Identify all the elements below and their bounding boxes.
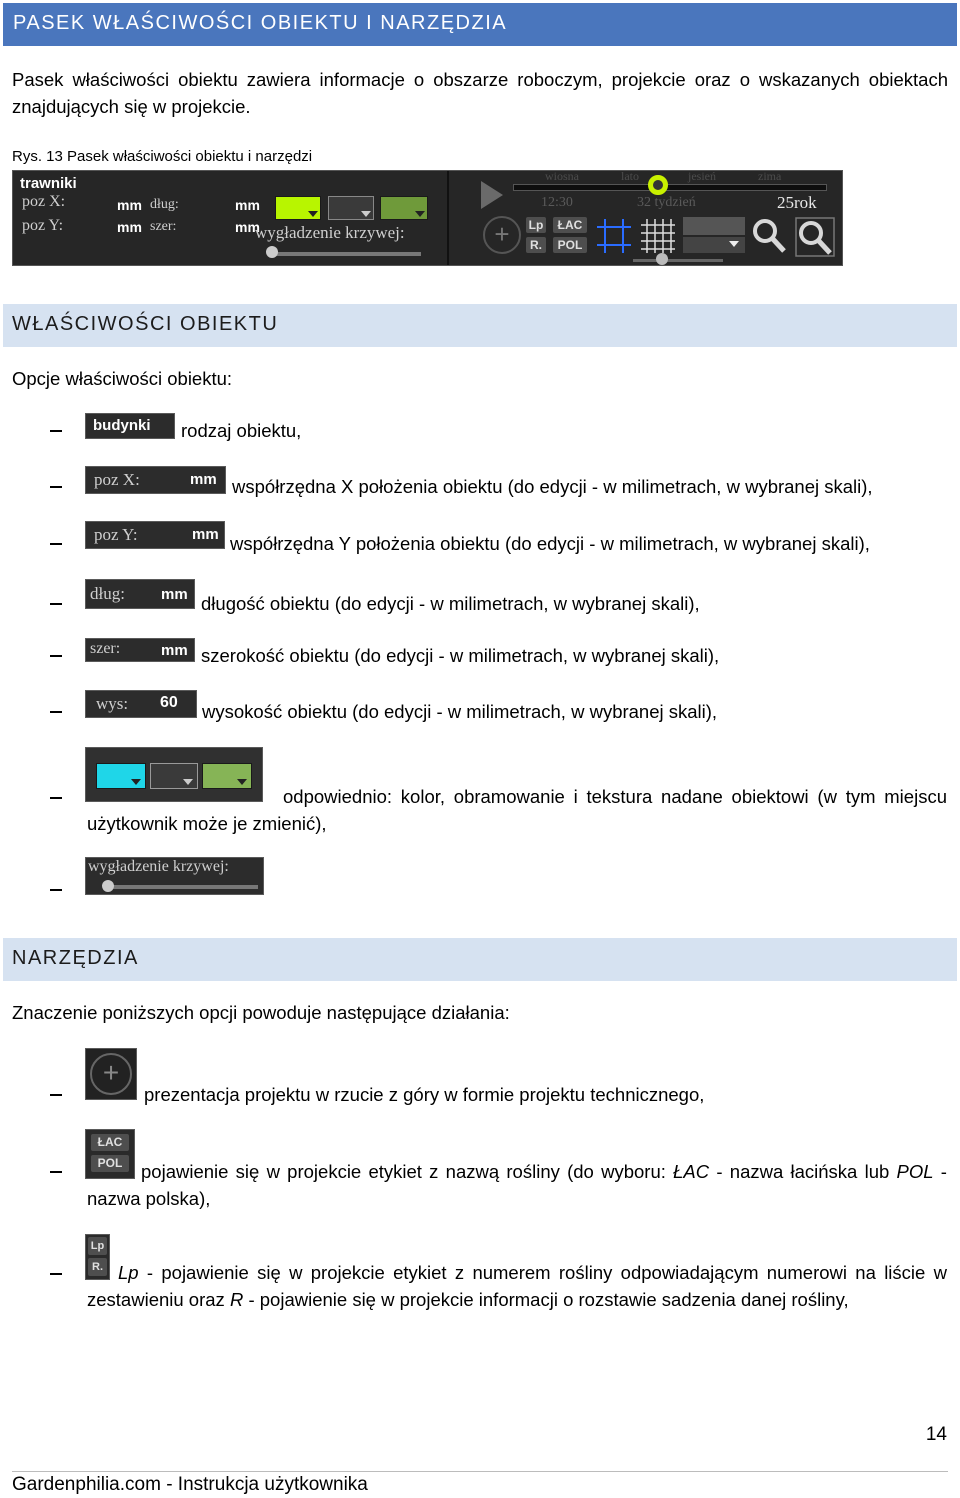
toolbar-smoothing-label: wygładzenie krzywej: (255, 223, 405, 242)
r-button[interactable]: R. (88, 1258, 107, 1276)
list-item: Lp - pojawienie się w projekcie etykiet z numerem rośliny odpowiadającym numerowi na liście w zestawieniu oraz R - pojawienie się w projekcie informacji o rozstawie sadzenia danej rośliny, (87, 1262, 947, 1310)
year-label: 25rok (777, 193, 817, 212)
play-icon[interactable] (481, 181, 503, 209)
height-chip: wys: 60 (85, 690, 197, 718)
list-item: odpowiednio: kolor, obramowanie i tekstura nadane obiektowi (w tym miejscu użytkownik może je zmienić), (87, 786, 947, 834)
scale-dropdown[interactable] (683, 237, 745, 253)
smoothing-slider-handle[interactable] (266, 246, 278, 258)
tools-lead: Znaczenie poniższych opcji powoduje następujące działania: (12, 1002, 510, 1023)
toolbar-unit: mm (235, 197, 260, 213)
scale-field[interactable] (683, 217, 745, 235)
texture-swatch[interactable] (380, 196, 428, 220)
toolbar-pos-x-label: poz X: (22, 193, 66, 210)
snap-grid-icon[interactable] (595, 217, 633, 255)
list-dash (50, 1171, 62, 1173)
page-header (3, 3, 957, 46)
toolbar-unit: mm (117, 219, 142, 235)
pol-button[interactable]: POL (91, 1155, 129, 1172)
season-label: jesień (688, 170, 716, 183)
season-label: zima (758, 170, 782, 183)
toolbar-pos-y-label: poz Y: (22, 217, 64, 234)
section-header-properties (3, 304, 957, 347)
r-button[interactable]: R. (526, 237, 546, 253)
toolbar-divider (447, 171, 449, 266)
list-item: rodzaj obiektu, (181, 420, 302, 441)
pos-x-chip: poz X: mm (85, 466, 226, 494)
list-item: współrzędna Y położenia obiektu (do edycji - w milimetrach, w wybranej skali), (230, 533, 870, 554)
list-dash (50, 711, 62, 713)
smoothing-slider-handle[interactable] (102, 880, 114, 892)
object-type-chip: budynki (85, 413, 175, 439)
zoom-in-icon[interactable] (751, 217, 787, 255)
list-item: wysokość obiektu (do edycji - w milimetrach, w wybranej skali), (202, 701, 718, 722)
smoothing-slider-track[interactable] (106, 885, 258, 889)
crosshair-icon: + (90, 1053, 132, 1095)
toolbar-length-label: dług: (150, 197, 179, 212)
season-label: lato (621, 170, 639, 183)
toolbar-figure (12, 170, 843, 266)
zoom-out-icon[interactable] (795, 217, 835, 257)
list-item: pojawienie się w projekcie etykiet z nazwą rośliny (do wyboru: ŁAC - nazwa łacińska lub POL - nazwa polska), (87, 1161, 947, 1209)
top-view-button[interactable]: + (483, 216, 521, 254)
list-dash (50, 603, 62, 605)
section-header-tools (3, 938, 957, 981)
footer-divider (12, 1471, 948, 1472)
length-chip: dług: mm (85, 579, 195, 609)
list-dash (50, 543, 62, 545)
smoothing-slider-track[interactable] (271, 252, 421, 256)
zoom-slider-track[interactable] (633, 259, 723, 262)
list-item: szerokość obiektu (do edycji - w milimetrach, w wybranej skali), (201, 645, 720, 666)
lac-button[interactable]: ŁAC (91, 1134, 129, 1151)
list-item: długość obiektu (do edycji - w milimetrach, w wybranej skali), (201, 593, 700, 614)
top-view-button[interactable] (85, 1048, 137, 1100)
lp-button[interactable]: Lp (526, 217, 546, 233)
smoothing-chip: wygładzenie krzywej: (85, 857, 264, 895)
list-item: prezentacja projektu w rzucie z góry w formie projektu technicznego, (144, 1084, 705, 1105)
list-dash (50, 797, 62, 799)
lac-button[interactable]: ŁAC (553, 217, 587, 233)
width-chip: szer: mm (85, 638, 195, 662)
list-dash (50, 486, 62, 488)
toolbar-unit: mm (117, 197, 142, 213)
list-dash (50, 655, 62, 657)
section-title: WŁAŚCIWOŚCI OBIEKTU (12, 313, 279, 335)
color-swatch[interactable] (275, 196, 321, 220)
grid-icon[interactable] (639, 217, 677, 255)
timeline-handle[interactable] (648, 175, 668, 195)
list-dash (50, 1273, 62, 1275)
timeline-track[interactable] (513, 184, 827, 191)
list-dash (50, 889, 62, 891)
week-label: 32 tydzień (637, 195, 696, 210)
lp-button[interactable]: Lp (88, 1237, 107, 1255)
border-swatch[interactable] (328, 196, 374, 220)
section-title: NARZĘDZIA (12, 947, 139, 969)
page-title: PASEK WŁAŚCIWOŚCI OBIEKTU I NARZĘDZIA (13, 12, 508, 34)
page-number: 14 (925, 1424, 947, 1445)
list-dash (50, 1094, 62, 1096)
toolbar-width-label: szer: (150, 219, 177, 234)
intro-paragraph: Pasek właściwości obiektu zawiera informacje o obszarze roboczym, projekcie oraz o wskazanych obiektach znajdujących się w projekcie. (12, 69, 948, 117)
toolbar-unit: mm (235, 219, 260, 235)
zoom-slider-handle[interactable] (656, 253, 668, 265)
season-label: wiosna (545, 170, 579, 183)
list-item: współrzędna X położenia obiektu (do edycji - w milimetrach, w wybranej skali), (232, 476, 873, 497)
list-dash (50, 430, 62, 432)
pol-button[interactable]: POL (553, 237, 587, 253)
time-label: 12:30 (541, 195, 573, 210)
toolbar-object-name: trawniki (20, 175, 77, 192)
properties-lead: Opcje właściwości obiektu: (12, 368, 233, 389)
figure-caption: Rys. 13 Pasek właściwości obiektu i narzędzi (12, 148, 313, 165)
footer-text: Gardenphilia.com - Instrukcja użytkownika (12, 1474, 368, 1495)
pos-y-chip: poz Y: mm (85, 521, 225, 549)
